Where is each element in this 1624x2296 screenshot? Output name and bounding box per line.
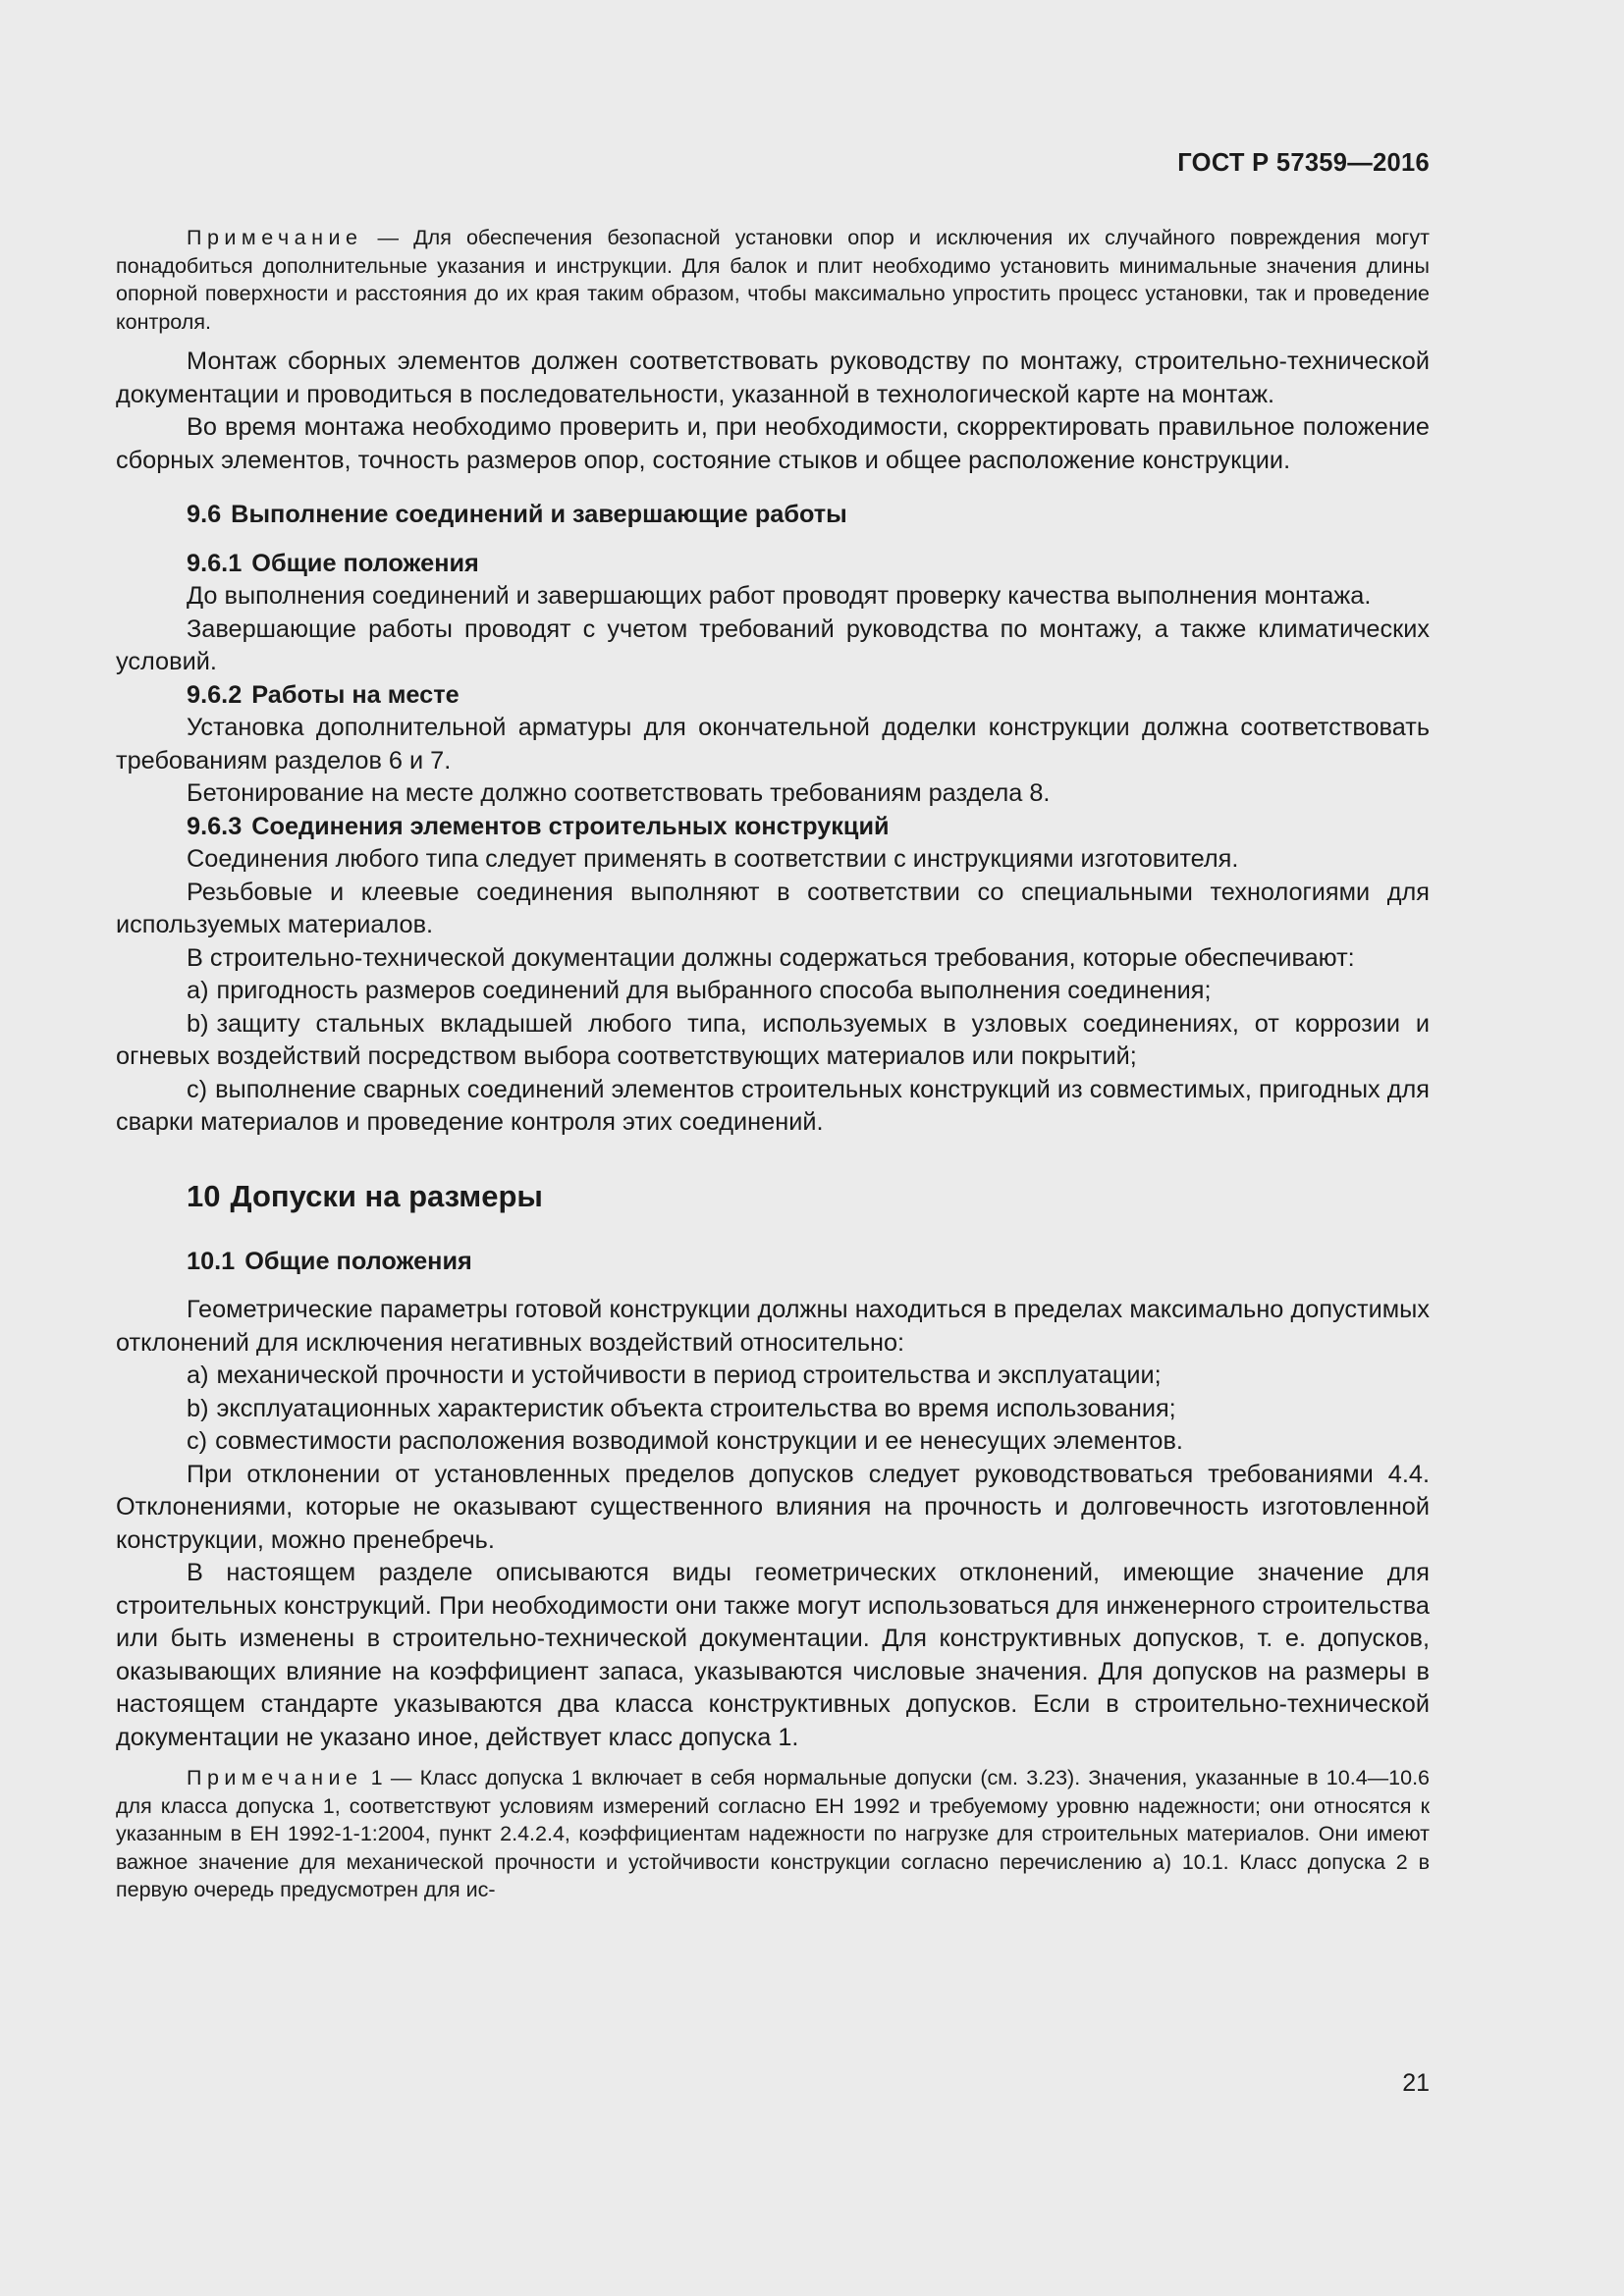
list-item: a) пригодность размеров соединений для выбранного способа выполнения соединения; — [187, 977, 1212, 1004]
list-item: a) механической прочности и устойчивости в период строительства и эксплуатации; — [187, 1362, 1162, 1389]
note-label: Примечание — [187, 226, 363, 249]
note-label: Примечание — [187, 1766, 363, 1789]
section-heading-9-6-1: 9.6.1 Общие положения — [187, 549, 479, 577]
paragraph: Резьбовые и клеевые соединения выполняют в соответствии со специальными технологиями для используемых материалов. — [116, 878, 1430, 938]
paragraph: При отклонении от установленных пределов допусков следует руководствоваться требованиями 4.4. Отклонениями, которые не оказывают существенного влияния на прочность и долговечность изготовленной конструкции, можно пренебречь. — [116, 1460, 1430, 1554]
note-paragraph — [116, 1764, 1430, 1904]
paragraph: Завершающие работы проводят с учетом требований руководства по монтажу, а также климатических условий. — [116, 614, 1430, 675]
section-heading-9-6-2: 9.6.2 Работы на месте — [187, 680, 460, 709]
section-heading-9-6: 9.6 Выполнение соединений и завершающие работы — [187, 501, 847, 528]
note-text: — Для обеспечения безопасной установки опор и исключения их случайного повреждения могут понадобиться дополнительные указания и инструкции. Для балок и плит необходимо установить минимальные значения длины опорной поверхности и расстояния до их края таким образом, чтобы максимально упростить процесс установки, так и проведение контроля. — [116, 226, 1430, 334]
list-item: b) защиту стальных вкладышей любого типа, используемых в узловых соединениях, от коррозии и огневых воздействий посредством выбора соответствующих материалов или покрытий; — [116, 1009, 1430, 1070]
paragraph: Соединения любого типа следует применять в соответствии с инструкциями изготовителя. — [187, 845, 1239, 873]
document-body — [116, 224, 1430, 1904]
section-heading-10-1: 10.1 Общие положения — [187, 1247, 472, 1275]
paragraph: Монтаж сборных элементов должен соответствовать руководству по монтажу, строительно-технической документации и проводиться в последовательности, указанной в технологической карте на монтаж. — [116, 347, 1430, 408]
list-item: c) совместимости расположения возводимой конструкции и ее ненесущих элементов. — [187, 1427, 1183, 1455]
paragraph: В настоящем разделе описываются виды геометрических отклонений, имеющие значение для строительных конструкций. При необходимости они также могут использоваться для инженерного строительства или быть изменены в строительно-технической документации. Для конструктивных допусков, т. е. допусков, оказывающих влияние на коэффициент запаса, указываются числовые значения. Для допусков на размеры в настоящем стандарте указываются два класса конструктивных допусков. Если в строительно-технической документации не указано иное, действует класс допуска 1. — [116, 1559, 1430, 1751]
list-item: c) выполнение сварных соединений элементов строительных конструкций из совместимых, пригодных для сварки материалов и проведение контроля этих соединений. — [116, 1075, 1430, 1136]
section-heading-9-6-3: 9.6.3 Соединения элементов строительных конструкций — [187, 812, 890, 840]
note-paragraph — [116, 224, 1430, 336]
paragraph: Геометрические параметры готовой конструкции должны находиться в пределах максимально допустимых отклонений для исключения негативных воздействий относительно: — [116, 1296, 1430, 1357]
note-text: 1 — Класс допуска 1 включает в себя нормальные допуски (см. 3.23). Значения, указанные в 10.4—10.6 для класса допуска 1, соответствуют условиям измерений согласно ЕН 1992 и требуемому уровню надежности; они относятся к указанным в ЕН 1992-1-1:2004, пункт 2.4.2.4, коэффициентам надежности по нагрузке для строительных материалов. Они имеют важное значение для механической прочности и устойчивости конструкции согласно перечислению а) 10.1. Класс допуска 2 в первую очередь предусмотрен для ис- — [116, 1766, 1430, 1901]
section-heading-10: 10 Допуски на размеры — [187, 1178, 543, 1213]
list-item: b) эксплуатационных характеристик объекта строительства во время использования; — [187, 1394, 1176, 1422]
document-header: ГОСТ Р 57359—2016 — [1177, 149, 1430, 177]
paragraph: До выполнения соединений и завершающих работ проводят проверку качества выполнения монтажа. — [187, 582, 1372, 610]
paragraph: Бетонирование на месте должно соответствовать требованиям раздела 8. — [187, 779, 1051, 807]
paragraph: Установка дополнительной арматуры для окончательной доделки конструкции должна соответствовать требованиям разделов 6 и 7. — [116, 714, 1430, 774]
paragraph: В строительно-технической документации должны содержаться требования, которые обеспечивают: — [187, 943, 1355, 972]
paragraph: Во время монтажа необходимо проверить и, при необходимости, скорректировать правильное положение сборных элементов, точность размеров опор, состояние стыков и общее расположение конструкции. — [116, 413, 1430, 474]
document-page — [116, 0, 1430, 2296]
page-number: 21 — [1402, 2069, 1430, 2097]
